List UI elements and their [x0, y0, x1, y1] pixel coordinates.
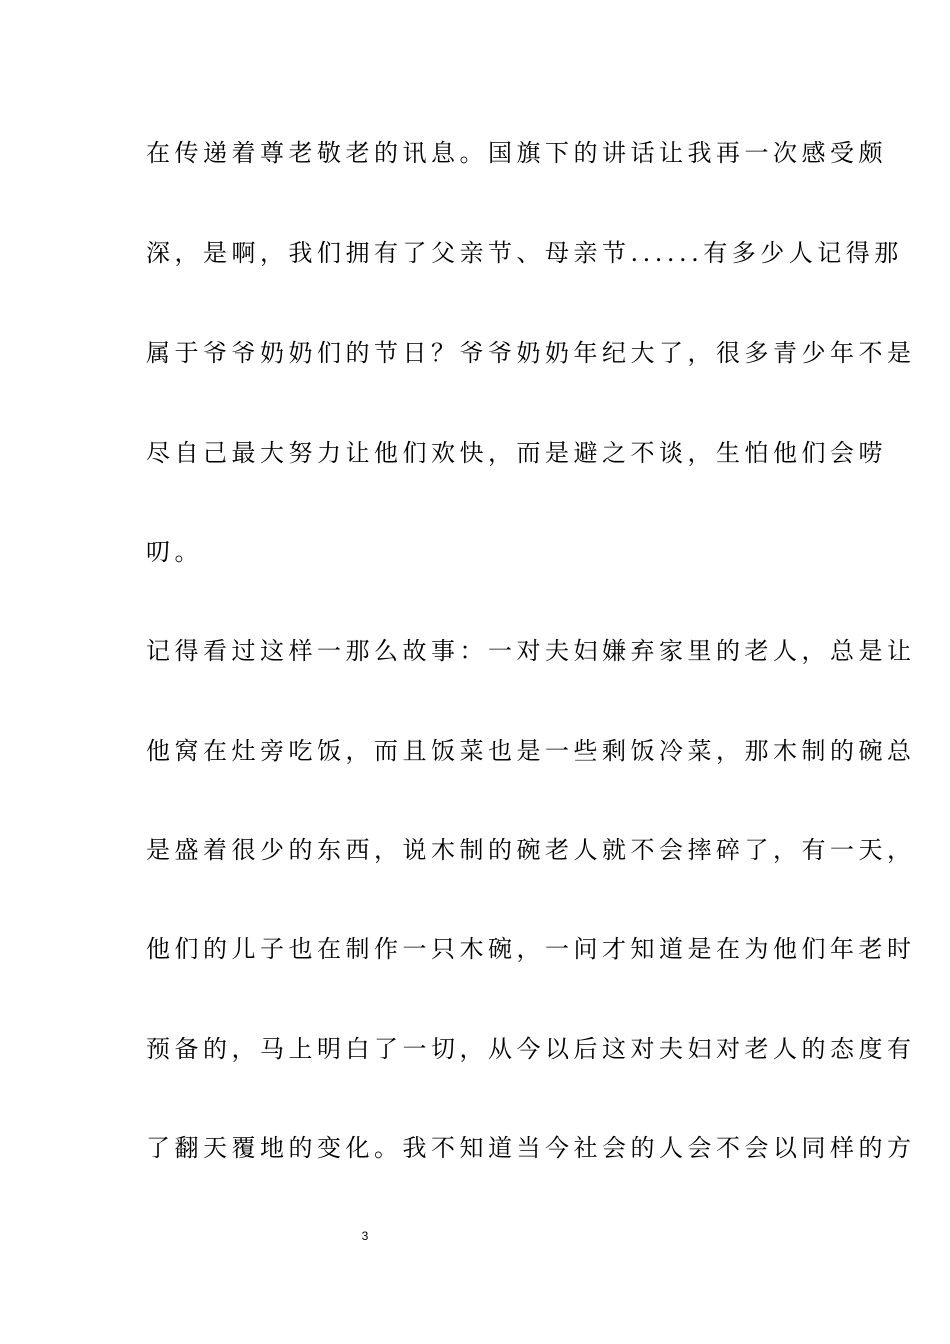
text-line: 深，是啊，我们拥有了父亲节、母亲节......有多少人记得那	[146, 239, 903, 267]
text-line: 是盛着很少的东西，说木制的碗老人就不会摔碎了，有一天，	[146, 836, 916, 864]
text-line: 他窝在灶旁吃饭，而且饭菜也是一些剩饭冷菜，那木制的碗总	[146, 737, 916, 765]
text-line: 尽自己最大努力让他们欢快，而是避之不谈，生怕他们会唠	[146, 439, 887, 467]
text-line: 预备的，马上明白了一切，从今以后这对夫妇对老人的态度有	[146, 1035, 916, 1063]
text-line: 属于爷爷奶奶们的节日？爷爷奶奶年纪大了，很多青少年不是	[146, 339, 916, 367]
text-line: 了翻天覆地的变化。我不知道当今社会的人会不会以同样的方	[146, 1134, 916, 1162]
text-line: 他们的儿子也在制作一只木碗，一问才知道是在为他们年老时	[146, 935, 916, 963]
text-line: 叨。	[146, 538, 203, 566]
text-line: 记得看过这样一那么故事：一对夫妇嫌弃家里的老人，总是让	[146, 637, 916, 665]
text-line: 在传递着尊老敬老的讯息。国旗下的讲话让我再一次感受颇	[146, 139, 887, 167]
page-number: 3	[361, 1229, 369, 1243]
